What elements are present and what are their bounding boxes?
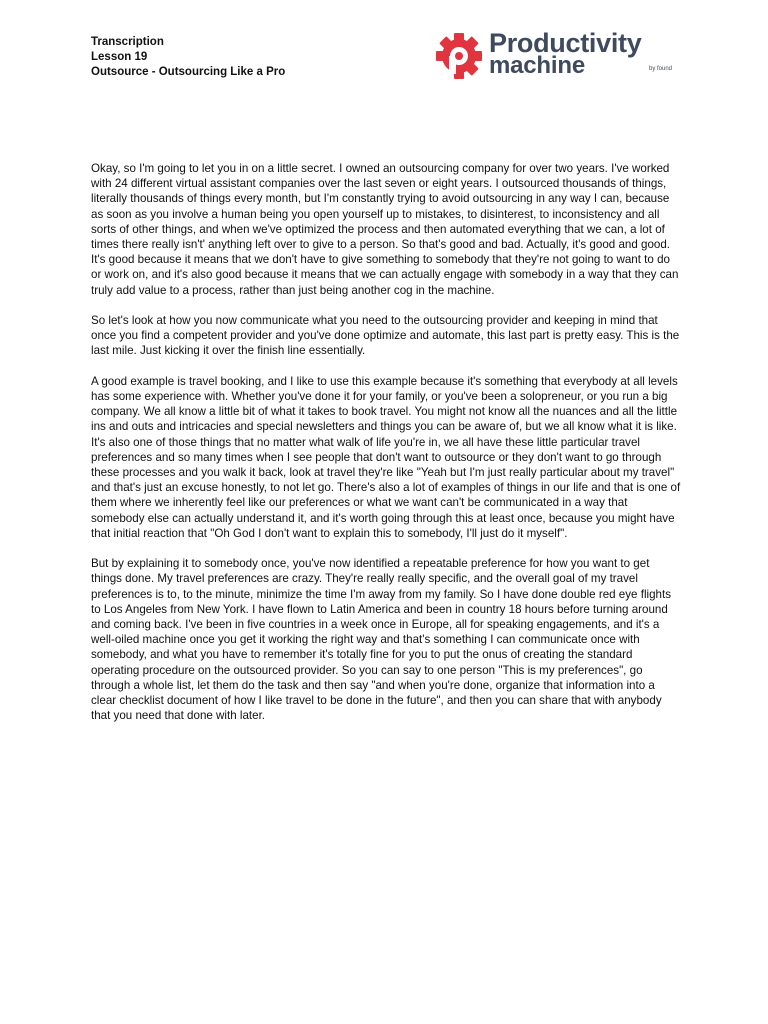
document-header	[91, 35, 285, 80]
doc-type-label: Transcription	[91, 36, 164, 48]
lesson-title: Outsource - Outsourcing Like a Pro	[91, 66, 286, 78]
transcript-body	[91, 161, 681, 739]
paragraph: But by explaining it to somebody once, you've now identified a repeatable preference for how you want to get things done. My travel preferences are crazy. They're really really specific, and the overall goal of my travel preferences is to, to the minute, minimize the time I'm away from my family. So I have done double red eye flights to Los Angeles from New York. I have flown to Latin America and been in country 18 hours before turning around and coming back. I've been in five countries in a week once in Europe, all for speaking engagements, and it's a well-oiled machine once you get it working the right way and that's something I can communicate once with somebody, and what you have to remember it's totally fine for you to put the onus of creating the standard operating procedure on the outsourced provider. So you can say to one person "This is my preferences", go through a whole list, let them do the task and then say "and when you're done, organize that information into a clear checklist document of how I like travel to be done in the future", and then you can share that with anybody that you need that done with later.	[91, 557, 672, 723]
gear-p-logo-icon	[435, 32, 483, 80]
paragraph: A good example is travel booking, and I like to use this example because it's something that everybody at all levels has some experience with. Whether you've done it for your family, or you've been a solopreneur, or you run a big company. We all know a little bit of what it takes to book travel. You might not know all the nuances and all the little ins and outs and intricacies and special newsletters and things you can be aware of, but we all know what it is like. It's also one of those things that no matter what walk of life you're in, we all have these little particular travel preferences and so many times when I see people that don't want to outsource or they don't want to go through these processes and you walk it back, look at travel they're like "Yeah but I'm just really particular about my travel" and that's just an excuse honestly, to not let go. There's also a lot of examples of things in our life and that is one of them where we inherently feel like our preferences or what we want can't be communicated in a way that somebody else can actually understand it, and it's worth going through this at least once, because you might have that initial reaction that "Oh God I don't want to explain this to somebody, I'll just do it myself".	[91, 374, 681, 540]
logo-wordmark-machine: machine	[489, 52, 585, 79]
productivity-machine-logo	[435, 30, 695, 80]
paragraph: Okay, so I'm going to let you in on a little secret. I owned an outsourcing company for over two years. I've worked with 24 different virtual assistant companies over the last seven or eight years. I outsourced thousands of things, literally thousands of things every month, but I'm constantly trying to avoid outsourcing in any way I can, because as soon as you involve a human being you open yourself up to mistakes, to disinterest, to inconsistency and all sorts of other things, and when we've optimized the process and then automated everything that we can, a lot of times there really isn't' anything left over to give to a person. So that's good and bad. Actually, it's good and good. It's good because it means that we don't have to give something to somebody that they're not going to want to do or work on, and it's also good because it means that we can actually engage with somebody in a way that they can truly add value to a process, rather than just being another cog in the machine.	[91, 162, 679, 297]
logo-by-found: by found	[649, 66, 673, 72]
paragraph: So let's look at how you now communicate what you need to the outsourcing provider and keeping in mind that once you find a competent provider and you've done optimize and automate, this last part is pretty easy. This is the last mile. Just kicking it over the finish line essentially.	[91, 314, 680, 358]
lesson-number: Lesson 19	[91, 51, 148, 63]
logo-wordmark-productivity: Productivity	[489, 28, 642, 58]
